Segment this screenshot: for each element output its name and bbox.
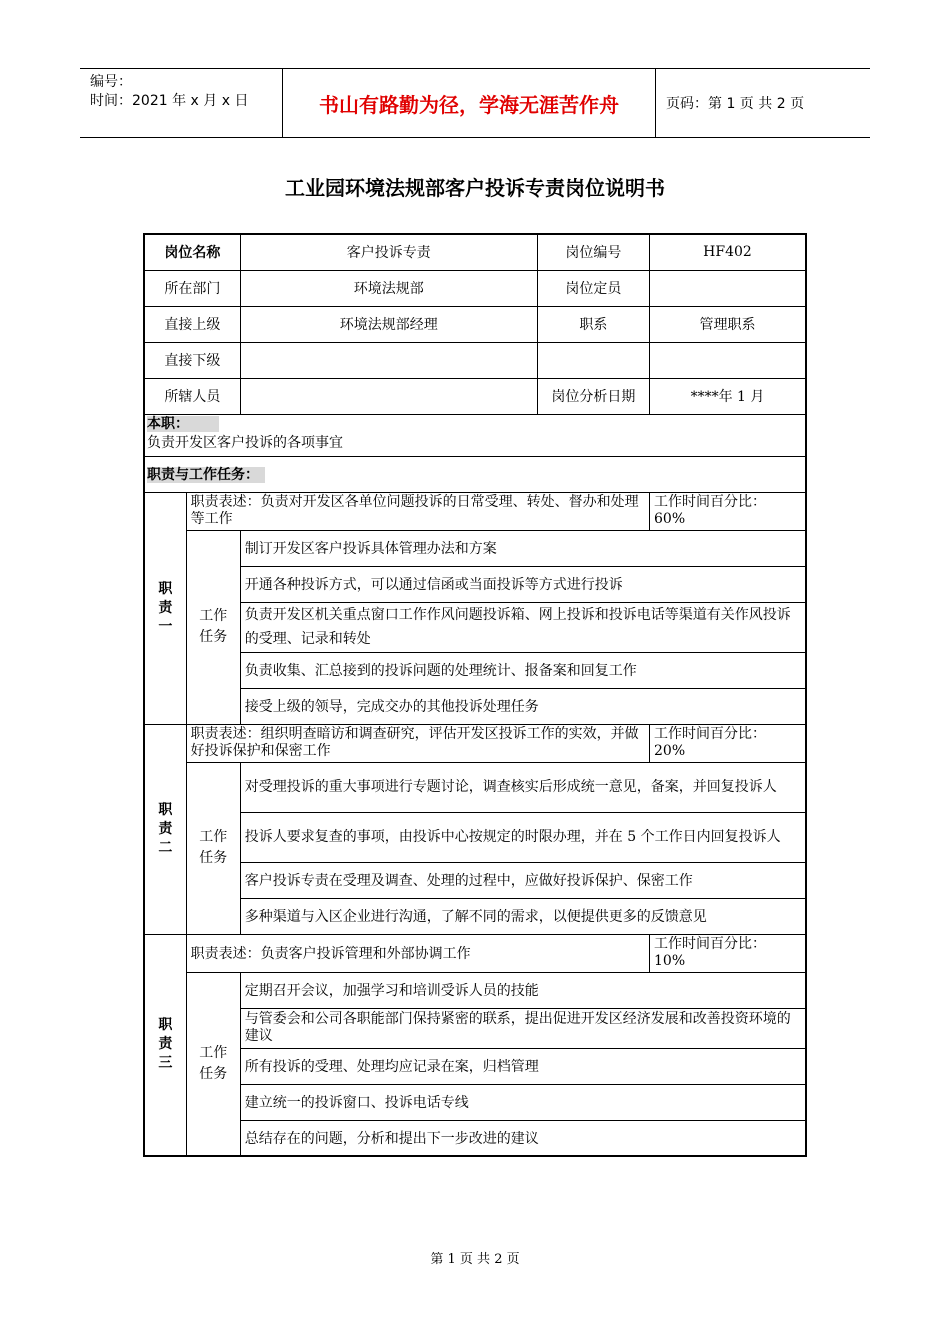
task-row [144,566,806,602]
superior-label: 直接上级 [144,306,240,342]
doc-number-label: 编号： [90,74,132,90]
info-row [144,270,806,306]
duty-2-desc: 职责表述：组织明查暗访和调查研究，评估开发区投诉工作的实效，并做好投诉保护和保密工作 [186,724,649,762]
subordinate-value [240,342,537,378]
duty-3-name: 职 责 三 [144,934,186,1156]
empty-cell [537,342,649,378]
analysis-date-label: 岗位分析日期 [537,378,649,414]
info-row [144,234,806,270]
task-row [144,1084,806,1120]
duty-1-pct: 工作时间百分比： 60% [650,492,807,530]
task-row [144,652,806,688]
task-item: 总结存在的问题，分析和提出下一步改进的建议 [240,1120,806,1156]
task-row [144,762,806,812]
info-row [144,342,806,378]
task-label: 工作 任务 [186,762,240,934]
task-label: 工作 任务 [186,972,240,1156]
task-row [144,1008,806,1048]
job-description-table [143,233,807,1157]
post-name-value: 客户投诉专责 [240,234,537,270]
tasks-header-cell [144,456,806,492]
duty-desc-row [144,724,806,762]
empty-cell [650,342,807,378]
task-label: 工作 任务 [186,530,240,724]
duty-label: 本职： [147,416,219,432]
staff-label: 所辖人员 [144,378,240,414]
task-item: 所有投诉的受理、处理均应记录在案，归档管理 [240,1048,806,1084]
analysis-date-value: ****年 1 月 [650,378,807,414]
duty-text: 负责开发区客户投诉的各项事宜 [147,434,343,451]
task-item: 负责开发区机关重点窗口工作作风问题投诉箱、网上投诉和投诉电话等渠道有关作风投诉的受理、记录和转处 [240,602,806,652]
task-row [144,862,806,898]
task-item: 建立统一的投诉窗口、投诉电话专线 [240,1084,806,1120]
series-label: 职系 [537,306,649,342]
duty-row [144,414,806,456]
task-item: 与管委会和公司各职能部门保持紧密的联系，提出促进开发区经济发展和改善投资环境的建议 [240,1008,806,1048]
task-item: 对受理投诉的重大事项进行专题讨论，调查核实后形成统一意见，备案，并回复投诉人 [240,762,806,812]
page-header [80,68,870,138]
task-item: 定期召开会议，加强学习和培训受诉人员的技能 [240,972,806,1008]
quota-label: 岗位定员 [537,270,649,306]
header-left [90,73,280,111]
task-item: 开通各种投诉方式，可以通过信函或当面投诉等方式进行投诉 [240,566,806,602]
info-row [144,378,806,414]
task-row [144,972,806,1008]
superior-value: 环境法规部经理 [240,306,537,342]
dept-label: 所在部门 [144,270,240,306]
task-item: 制订开发区客户投诉具体管理办法和方案 [240,530,806,566]
duty-1-name: 职 责 一 [144,492,186,724]
tasks-header-row [144,456,806,492]
tasks-header: 职责与工作任务： [147,467,265,483]
task-item: 客户投诉专责在受理及调查、处理的过程中，应做好投诉保护、保密工作 [240,862,806,898]
task-row [144,812,806,862]
task-row [144,1120,806,1156]
dept-value: 环境法规部 [240,270,537,306]
series-value: 管理职系 [650,306,807,342]
task-row [144,898,806,934]
duty-desc-row [144,492,806,530]
duty-3-pct: 工作时间百分比： 10% [650,934,807,972]
page-info: 页码：第 1 页 共 2 页 [666,96,805,112]
subordinate-label: 直接下级 [144,342,240,378]
duty-2-name: 职 责 二 [144,724,186,934]
motto: 书山有路勤为径，学海无涯苦作舟 [282,69,656,137]
duty-cell [144,414,806,456]
task-item: 投诉人要求复查的事项，由投诉中心按规定的时限办理，并在 5 个工作日内回复投诉人 [240,812,806,862]
duty-desc-row [144,934,806,972]
document-title: 工业园环境法规部客户投诉专责岗位说明书 [285,176,665,200]
duty-3-desc: 职责表述：负责客户投诉管理和外部协调工作 [186,934,649,972]
task-item: 负责收集、汇总接到的投诉问题的处理统计、报备案和回复工作 [240,652,806,688]
task-item: 接受上级的领导，完成交办的其他投诉处理任务 [240,688,806,724]
duty-2-pct: 工作时间百分比： 20% [650,724,807,762]
task-row [144,1048,806,1084]
task-row [144,530,806,566]
post-name-label: 岗位名称 [144,234,240,270]
staff-value [240,378,537,414]
quota-value [650,270,807,306]
post-code-value: HF402 [650,234,807,270]
task-item: 多种渠道与入区企业进行沟通，了解不同的需求，以便提供更多的反馈意见 [240,898,806,934]
info-row [144,306,806,342]
task-row [144,688,806,724]
page-footer: 第 1 页 共 2 页 [430,1252,520,1267]
task-row [144,602,806,652]
duty-1-desc: 职责表述：负责对开发区各单位问题投诉的日常受理、转处、督办和处理等工作 [186,492,649,530]
post-code-label: 岗位编号 [537,234,649,270]
date-line: 时间：2021 年 x 月 x 日 [90,93,249,109]
